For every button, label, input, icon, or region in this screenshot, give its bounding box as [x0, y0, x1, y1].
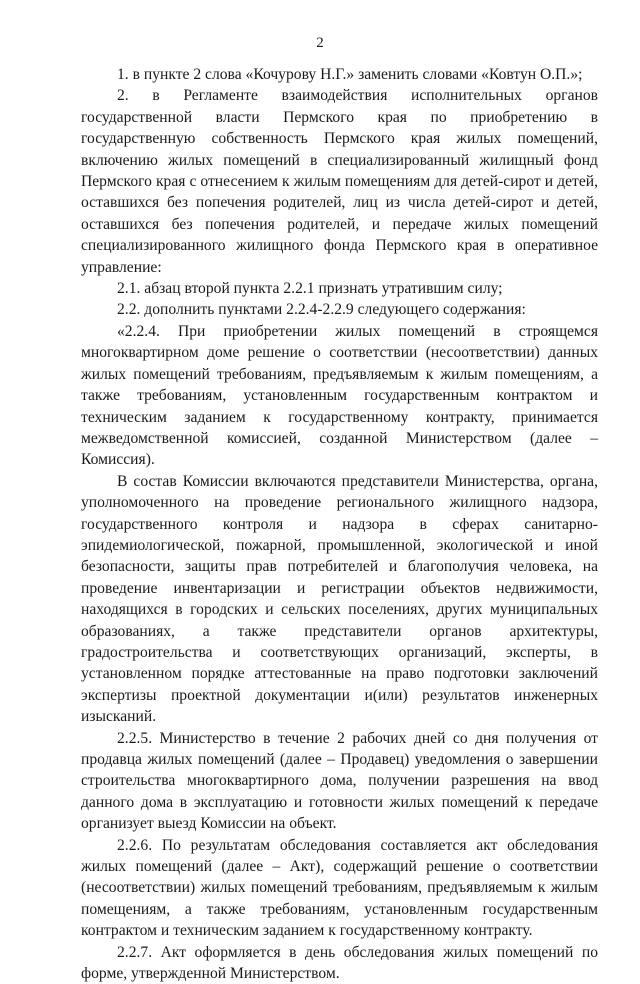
page-number: 2: [316, 35, 324, 51]
paragraph-clause-2-2-4: «2.2.4. При приобретении жилых помещений в строящемся многоквартирном доме решение о соответствии (несоответствии) данных жилых помещений требованиям, предъявляемым к жилым помещениям, а также требованиям, установленным государственным контрактом и техническим заданием к государственному контракту, принимается межведомственной комиссией, созданной Министерством (далее – Комиссия).: [81, 322, 598, 469]
paragraph-item-2-1: 2.1. абзац второй пункта 2.2.1 признать утратившим силу;: [117, 280, 503, 298]
paragraph-clause-2-2-6: 2.2.6. По результатам обследования составляется акт обследования жилых помещений (далее – Акт), содержащий решение о соответствии (несоответствии) жилых помещений требованиям, предъявляемым к жилым помещениям, а также требованиям, установленным государственным контрактом и техническим заданием к государственному контракту.: [81, 836, 598, 940]
paragraph-clause-2-2-7: 2.2.7. Акт оформляется в день обследования жилых помещений по форме, утвержденной Министерством.: [81, 943, 598, 983]
paragraph-item-1: 1. в пункте 2 слова «Кочурову Н.Г.» заменить словами «Ковтун О.П.»;: [117, 66, 583, 83]
paragraph-item-2: 2. в Регламенте взаимодействия исполнительных органов государственной власти Пермского края по приобретению в государственную собственность Пермского края жилых помещений, включению жилых помещений в специализированный жилищный фонд Пермского края с отнесением к жилым помещениям для детей-сирот и детей, оставшихся без попечения родителей, лиц из числа детей-сирот и детей, оставшихся без попечения родителей, и передаче жилых помещений специализированного жилищного фонда Пермского края в оперативное управление:: [81, 87, 598, 276]
paragraph-clause-2-2-5: 2.2.5. Министерство в течение 2 рабочих дней со дня получения от продавца жилых помещений (далее – Продавец) уведомления о завершении строительства многоквартирного дома, получении разрешения на ввод данного дома в эксплуатацию и готовности жилых помещений к передаче организует выезд Комиссии на объект.: [81, 729, 598, 833]
paragraph-commission-members: В состав Комиссии включаются представители Министерства, органа, уполномоченного на проведение регионального жилищного надзора, государственного контроля и надзора в сферах санитарно-эпидемиологической, пожарной, промышленной, экологической и иной безопасности, защиты прав потребителей и благополучия человека, на проведение инвентаризации и регистрации объектов недвижимости, находящихся в городских и сельских поселениях, других муниципальных образованиях, а также представители органов архитектуры, градостроительства и соответствующих организаций, эксперты, в установленном порядке аттестованные на право подготовки заключений экспертизы проектной документации и(или) результатов инженерных изысканий.: [81, 472, 598, 726]
document-body: [81, 64, 598, 984]
paragraph-item-2-2: 2.2. дополнить пунктами 2.2.4-2.2.9 следующего содержания:: [117, 301, 526, 319]
